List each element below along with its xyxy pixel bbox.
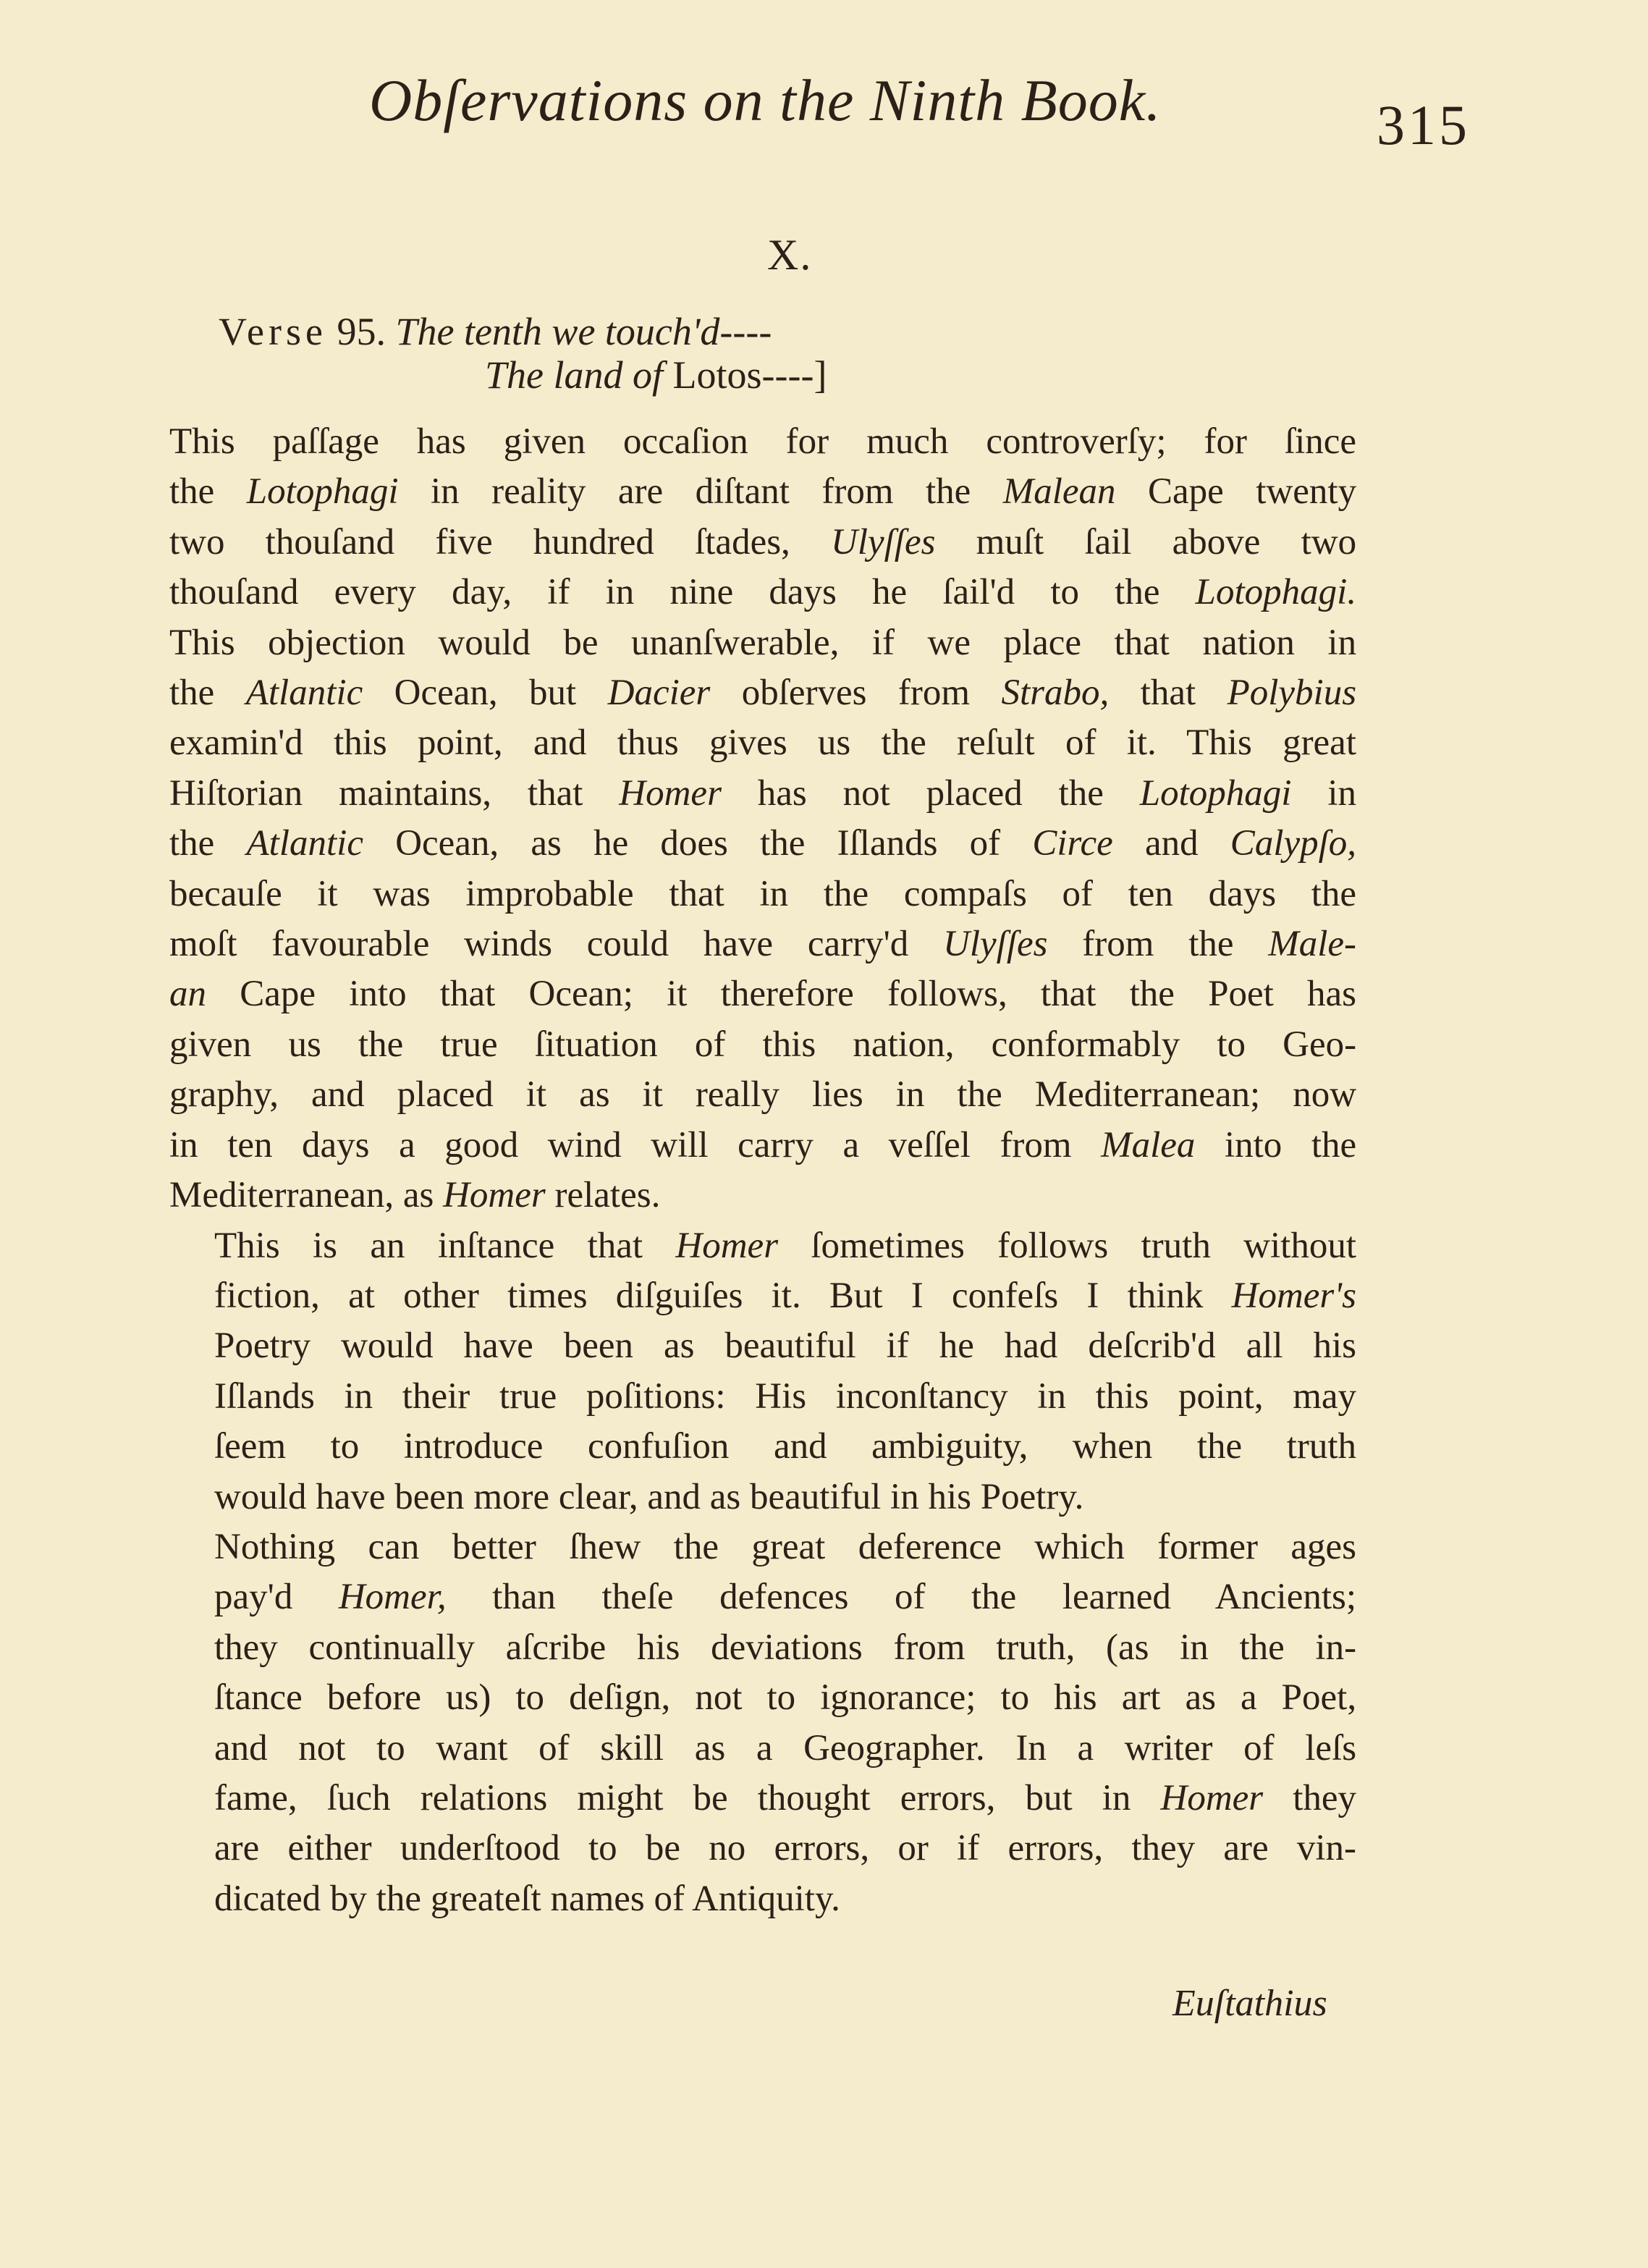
paragraph-3 [169, 1522, 1356, 1924]
text-line: becauſe it was improbable that in the compaſs of ten days the [169, 873, 1357, 914]
text-line: Hiſtorian maintains, that Homer has not placed the Lotophagi in [169, 772, 1356, 814]
verse-quote-end: ----] [761, 353, 827, 397]
paragraph-2 [169, 1221, 1356, 1522]
text-line: This paſſage has given occaſion for much controverſy; for ſince [169, 421, 1357, 462]
text-line: Iſlands in their true poſitions: His inconſtancy in this point, may [214, 1375, 1357, 1417]
verse-reference [219, 310, 827, 397]
verse-quote-line1: The tenth we touch'd---- [395, 310, 772, 353]
text-line: and not to want of skill as a Geographer. In a writer of leſs [214, 1727, 1357, 1769]
verse-quote-prefix: The land of [485, 353, 664, 397]
text-line: pay'd Homer, than theſe defences of the learned Ancients; [214, 1577, 1357, 1618]
text-line: the Atlantic Ocean, as he does the Iſlands of Circe and Calypſo, [169, 823, 1357, 864]
text-line: fame, ſuch relations might be thought errors, but in Homer they [214, 1777, 1357, 1818]
text-line: are either underſtood to be no errors, or if errors, they are vin- [214, 1828, 1357, 1869]
text-line: ſtance before us) to deſign, not to ignorance; to his art as a Poet, [214, 1677, 1357, 1719]
text-line: given us the true ſituation of this nation, conformably to Geo- [169, 1024, 1357, 1065]
text-line: the Atlantic Ocean, but Dacier obſerves from Strabo, that Polybius [169, 673, 1357, 714]
text-line: This objection would be unanſwerable, if we place that nation in [169, 622, 1357, 663]
text-line: thouſand every day, if in nine days he ſail'd to the Lotophagi. [169, 572, 1357, 613]
text-line: fiction, at other times diſguiſes it. But I confeſs I think Homer's [214, 1275, 1357, 1316]
text-line: would have been more clear, and as beautiful in his Poetry. [214, 1476, 1084, 1517]
text-line: ſeem to introduce confuſion and ambiguity, when the truth [214, 1426, 1357, 1467]
text-line: the Lotophagi in reality are diſtant from the Malean Cape twenty [169, 471, 1357, 513]
text-line: Nothing can better ſhew the great deference which former ages [214, 1526, 1357, 1567]
text-line: an Cape into that Ocean; it therefore follows, that the Poet has [169, 974, 1357, 1015]
running-head: Obſervations on the Ninth Book. [369, 67, 1162, 133]
verse-quote-line2 [219, 353, 827, 397]
text-line: examin'd this point, and thus gives us the reſult of it. This great [169, 722, 1356, 764]
verse-label: Verse [219, 310, 327, 353]
section-number: X. [767, 231, 813, 279]
catchword: Euſtathius [1172, 1983, 1327, 2024]
text-line: Poetry would have been as beautiful if he had deſcrib'd all his [214, 1325, 1357, 1367]
text-line: moſt favourable winds could have carry'd Ulyſſes from the Male- [169, 924, 1357, 965]
text-line: This is an inſtance that Homer ſometimes follows truth without [214, 1225, 1356, 1266]
text-line: in ten days a good wind will carry a veſſel from Malea into the [169, 1124, 1357, 1165]
body-text [169, 417, 1356, 1924]
text-line: two thouſand five hundred ſtades, Ulyſſes muſt ſail above two [169, 521, 1357, 562]
verse-number: 95. [337, 310, 386, 353]
paragraph-1 [169, 417, 1356, 1221]
verse-quote-name: Lotos [672, 353, 762, 397]
text-line: dicated by the greateſt names of Antiquity. [214, 1878, 840, 1919]
text-line: graphy, and placed it as it really lies in the Mediterranean; now [169, 1074, 1357, 1116]
text-line: Mediterranean, as Homer relates. [169, 1175, 661, 1216]
text-line: they continually aſcribe his deviations from truth, (as in the in- [214, 1627, 1357, 1668]
page-number: 315 [1377, 93, 1470, 156]
